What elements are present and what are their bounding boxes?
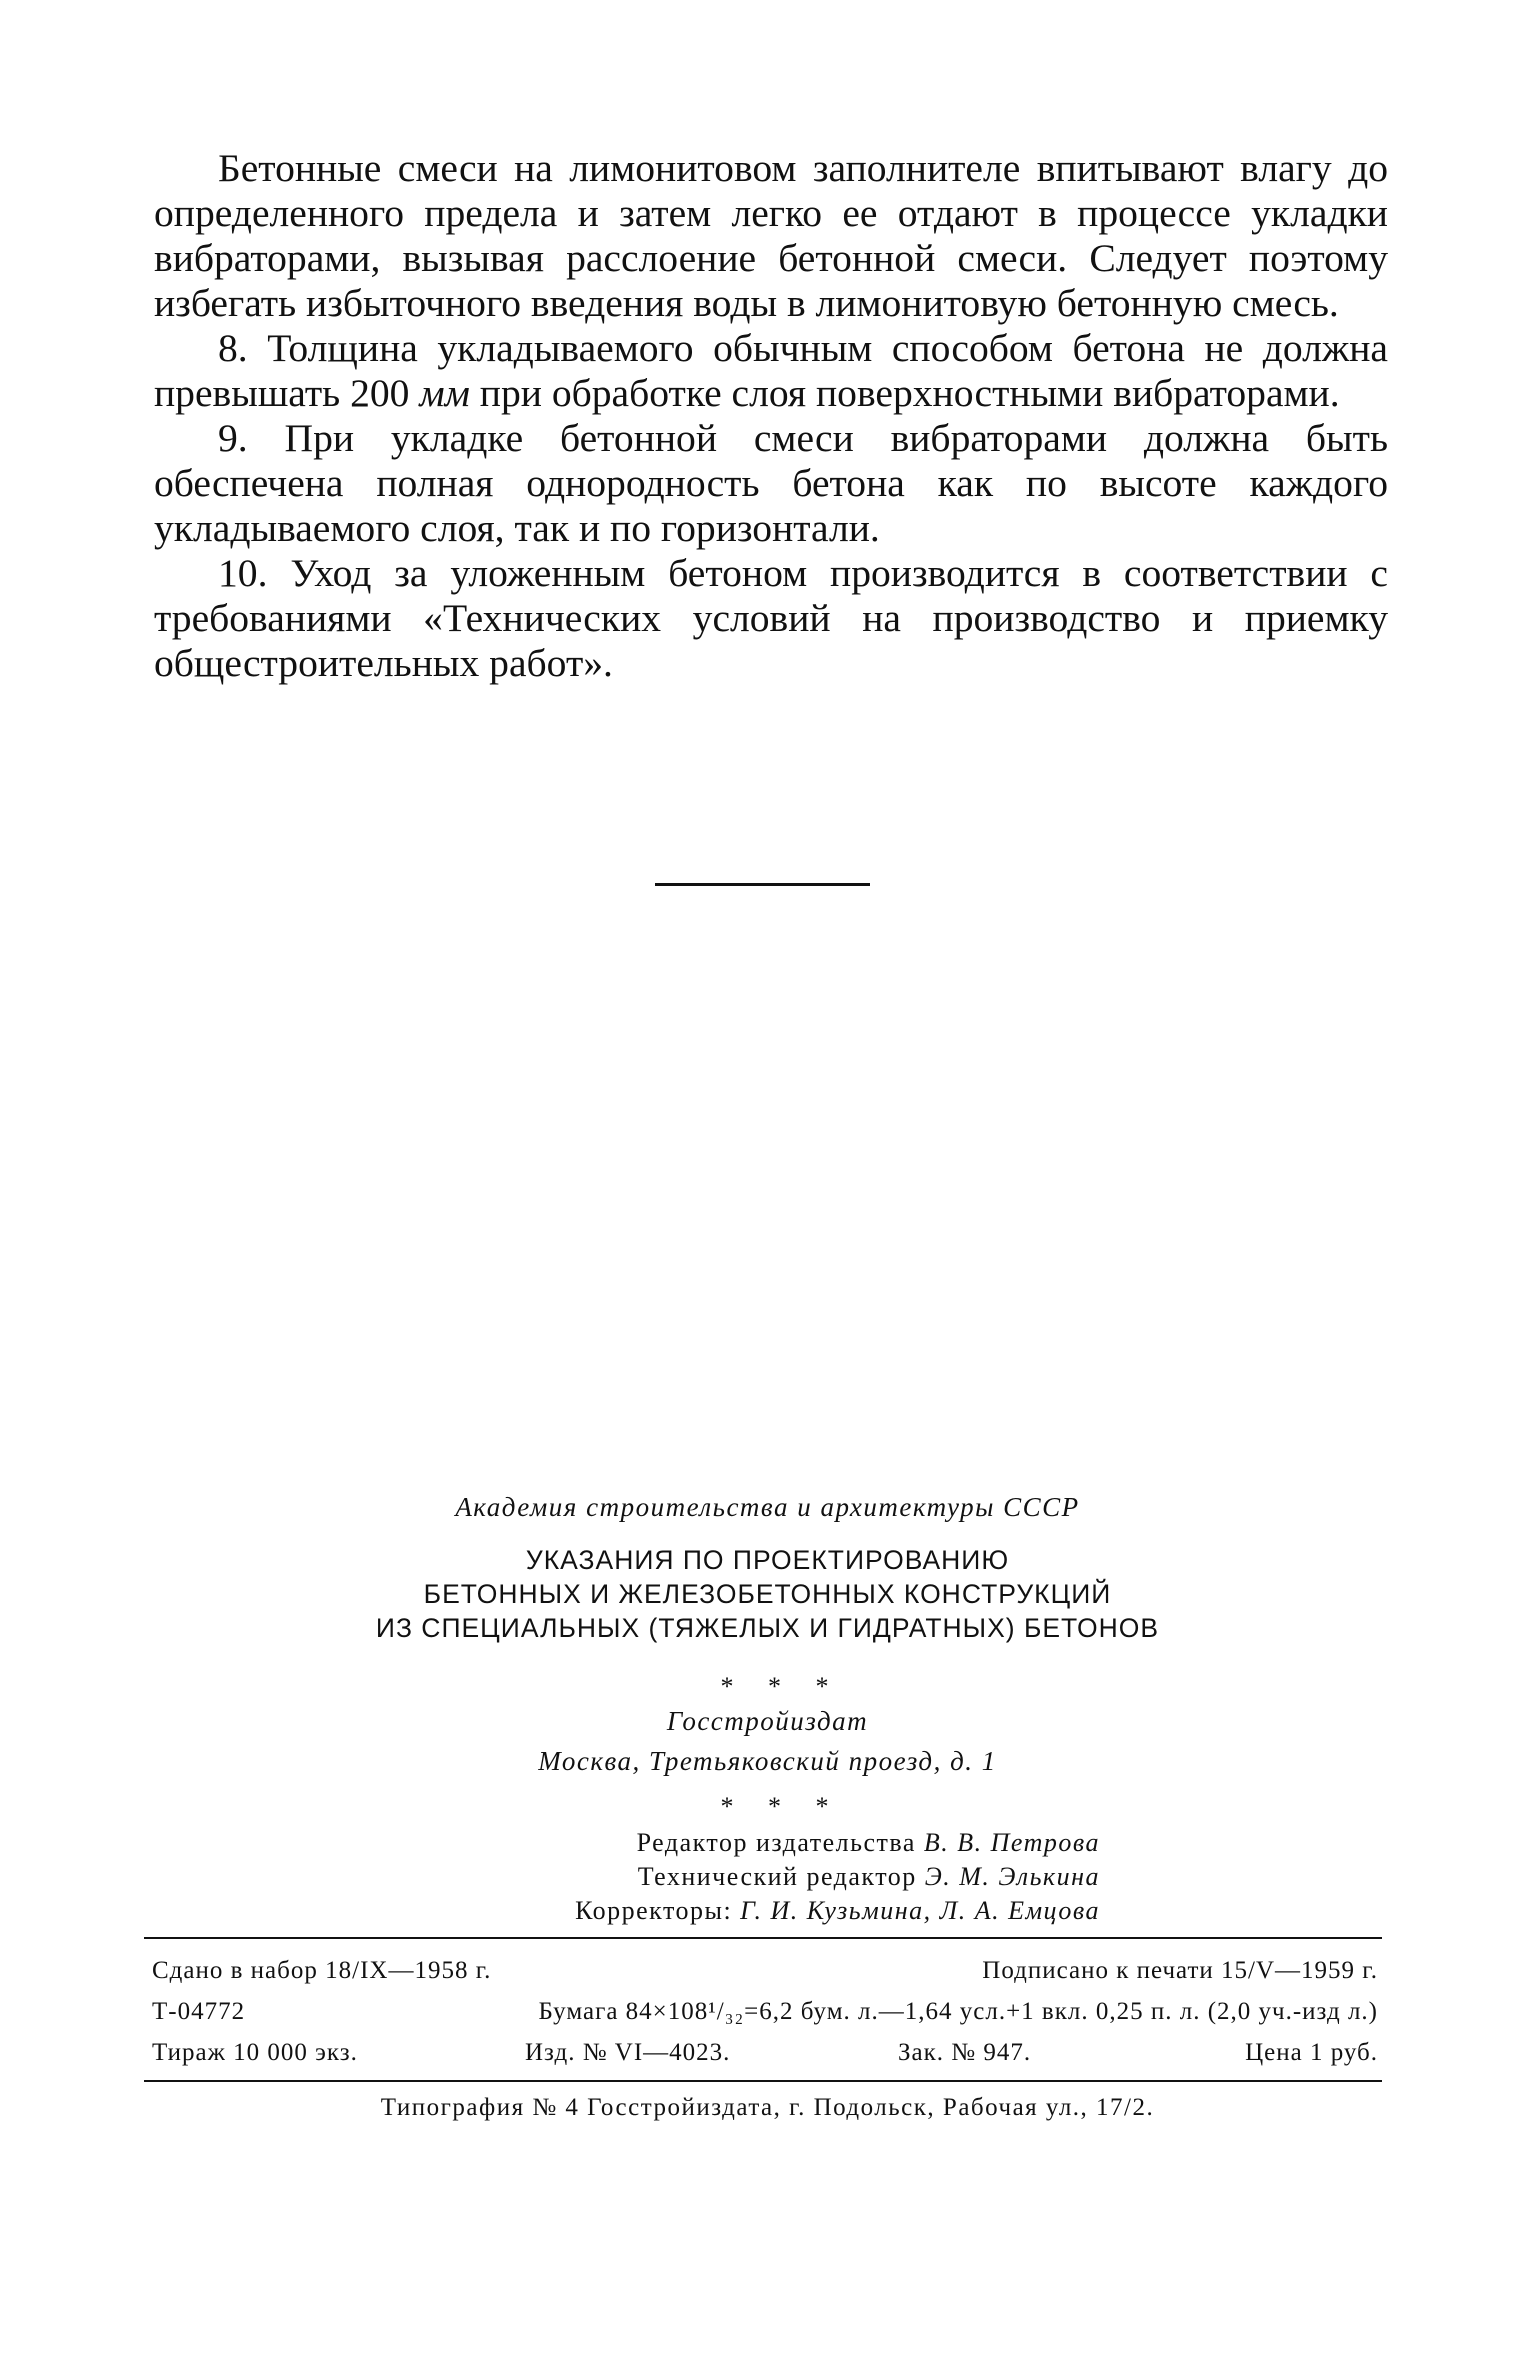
- credits: [300, 1826, 1100, 1928]
- title-line-3: ИЗ СПЕЦИАЛЬНЫХ (ТЯЖЕЛЫХ И ГИДРАТНЫХ) БЕТОНОВ: [375, 1613, 1160, 1643]
- paragraph-8-start: 8. Толщина укладываемого обычным способом бетона не должна превышать 200: [154, 326, 1388, 415]
- main-text: [154, 146, 1388, 686]
- unit-mm: мм: [419, 371, 470, 415]
- production-line-3: [152, 2036, 1378, 2070]
- order-code: Т-04772: [152, 1998, 246, 2025]
- production-line-1: [152, 1954, 1378, 1988]
- academy-name: Академия строительства и архитектуры СССР: [455, 1492, 1080, 1522]
- credit-name: Г. И. Кузьмина, Л. А. Емцова: [740, 1896, 1100, 1925]
- price: Цена 1 руб.: [1245, 2039, 1378, 2066]
- paragraph-8-end: при обработке слоя поверхностными вибраторами.: [479, 371, 1340, 415]
- credit-role: Редактор издательства: [636, 1828, 916, 1857]
- sent-to-typeset: Сдано в набор 18/IX—1958 г.: [152, 1957, 492, 1984]
- credit-name: Э. М. Элькина: [924, 1862, 1100, 1891]
- production-rule-bottom: [144, 2080, 1382, 2082]
- asterism-1: * * *: [720, 1672, 843, 1701]
- credit-proofreaders: [300, 1894, 1100, 1928]
- credit-tech-editor: [300, 1860, 1100, 1894]
- book-title: [0, 1543, 1535, 1645]
- order-number: Зак. № 947.: [898, 2039, 1032, 2066]
- production-rule-top: [144, 1937, 1382, 1939]
- title-line-2: БЕТОННЫХ И ЖЕЛЕЗОБЕТОННЫХ КОНСТРУКЦИЙ: [423, 1579, 1112, 1609]
- paragraph-9: 9. При укладке бетонной смеси вибраторами должна быть обеспечена полная однородность бетона как по высоте каждого укладываемого слоя, так и по горизонтали.: [154, 416, 1388, 550]
- paragraph-limonite: Бетонные смеси на лимонитовом заполнителе впитывают влагу до определенного предела и затем легко ее отдают в процессе укладки вибраторами, вызывая расслоение бетонной смеси. Следует поэтому избегать избыточного введения воды в лимонитовую бетонную смесь.: [154, 146, 1388, 325]
- publisher-number: Изд. № VI—4023.: [525, 2039, 731, 2066]
- asterism-2: * * *: [720, 1792, 843, 1821]
- paragraph-10: 10. Уход за уложенным бетоном производится в соответствии с требованиями «Технических условий на производство и приемку общестроительных работ».: [154, 551, 1388, 685]
- credit-name: В. В. Петрова: [923, 1828, 1100, 1857]
- circulation: Тираж 10 000 экз.: [152, 2039, 358, 2066]
- signed-to-print: Подписано к печати 15/V—1959 г.: [982, 1957, 1378, 1984]
- end-divider: [655, 883, 870, 886]
- production-line-2: [152, 1995, 1378, 2029]
- title-line-1: УКАЗАНИЯ ПО ПРОЕКТИРОВАНИЮ: [525, 1545, 1010, 1575]
- printing-house: Типография № 4 Госстройиздата, г. Подольск, Рабочая ул., 17/2.: [380, 2094, 1155, 2121]
- paragraph-8: [154, 326, 1388, 416]
- publisher-address: Москва, Третьяковский проезд, д. 1: [538, 1746, 997, 1776]
- paper-format: Бумага 84×108¹/₃₂=6,2 бум. л.—1,64 усл.+1 вкл. 0,25 п. л. (2,0 уч.-изд л.): [538, 1998, 1378, 2025]
- credit-role: Технический редактор: [637, 1862, 917, 1891]
- credit-role: Корректоры:: [575, 1896, 733, 1925]
- credit-editor: [300, 1826, 1100, 1860]
- publisher: Госстройиздат: [666, 1706, 869, 1736]
